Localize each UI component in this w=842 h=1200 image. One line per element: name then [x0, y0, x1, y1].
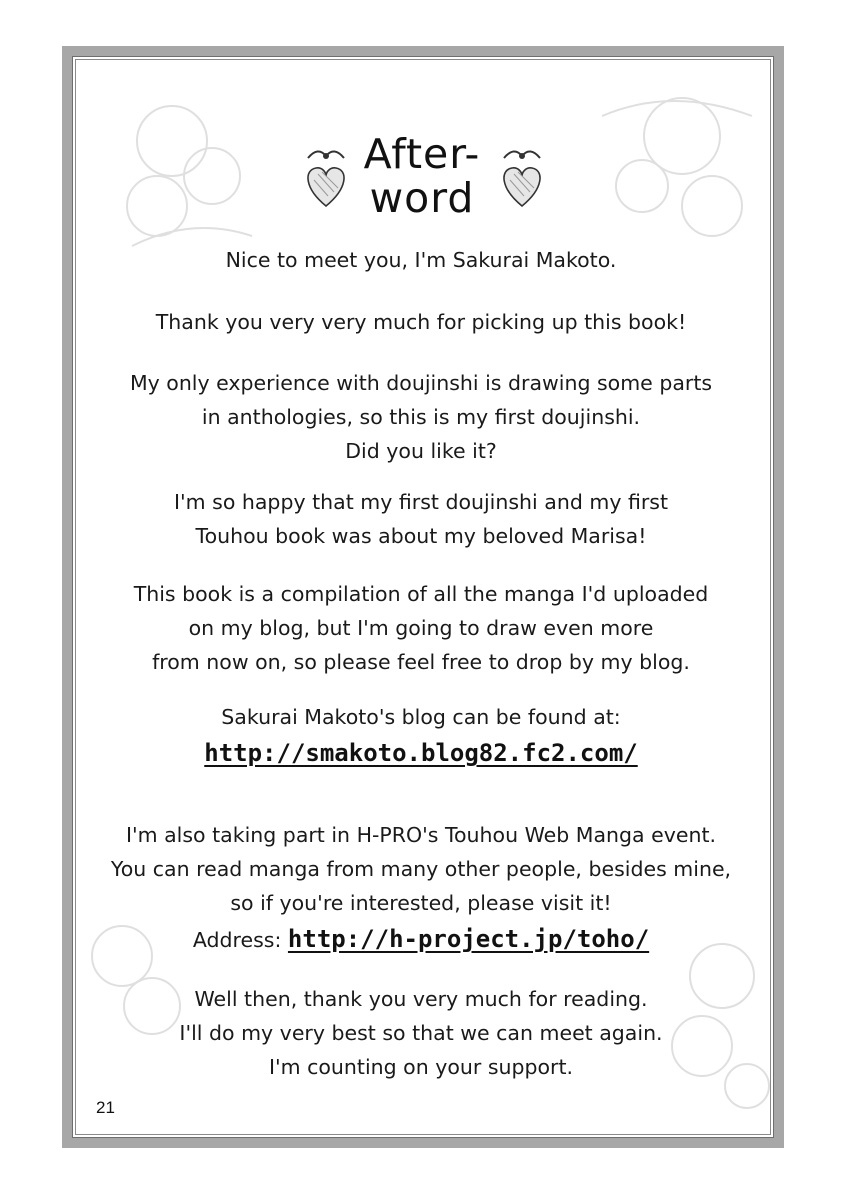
page-title [352, 132, 492, 220]
title-block [0, 90, 842, 220]
address-label: Address: [192, 928, 282, 952]
paragraph-address [0, 922, 842, 957]
text-line: Thank you very very much for picking up this book! [155, 310, 687, 334]
heart-ribbon-icon [492, 144, 552, 210]
text-line: Touhou book was about my beloved Marisa! [195, 524, 647, 548]
paragraph-thanks [0, 305, 842, 339]
paragraph-greeting [0, 243, 842, 277]
text-line: Did you like it? [345, 439, 497, 463]
text-line: You can read manga from many other people, besides mine, [110, 857, 732, 881]
paragraph-blog [0, 700, 842, 771]
text-line: I'm so happy that my first doujinshi and my first [173, 490, 669, 514]
title-line-2: word [369, 174, 475, 222]
blog-url-link[interactable]: http://smakoto.blog82.fc2.com/ [204, 739, 638, 767]
text-line: Nice to meet you, I'm Sakurai Makoto. [225, 248, 617, 272]
paragraph-event [0, 818, 842, 920]
title-line-1: After- [363, 130, 481, 178]
paragraph-closing [0, 982, 842, 1084]
text-line: in anthologies, so this is my first doujinshi. [201, 405, 641, 429]
blog-intro-text: Sakurai Makoto's blog can be found at: [221, 705, 621, 729]
text-line: I'm counting on your support. [268, 1055, 574, 1079]
text-line: I'm also taking part in H-PRO's Touhou Web Manga event. [125, 823, 717, 847]
address-url-link[interactable]: http://h-project.jp/toho/ [287, 925, 650, 953]
text-line: Well then, thank you very much for reading. [194, 987, 648, 1011]
text-line: My only experience with doujinshi is drawing some parts [129, 371, 713, 395]
text-line: I'll do my very best so that we can meet again. [179, 1021, 663, 1045]
text-line: so if you're interested, please visit it! [230, 891, 612, 915]
heart-ribbon-icon [296, 144, 356, 210]
text-line: from now on, so please feel free to drop by my blog. [152, 650, 690, 674]
text-line: This book is a compilation of all the manga I'd uploaded [133, 582, 709, 606]
paragraph-happy [0, 485, 842, 553]
text-line: on my blog, but I'm going to draw even more [188, 616, 654, 640]
paragraph-compilation [0, 577, 842, 679]
paragraph-experience [0, 366, 842, 468]
page-number: 21 [96, 1098, 115, 1117]
